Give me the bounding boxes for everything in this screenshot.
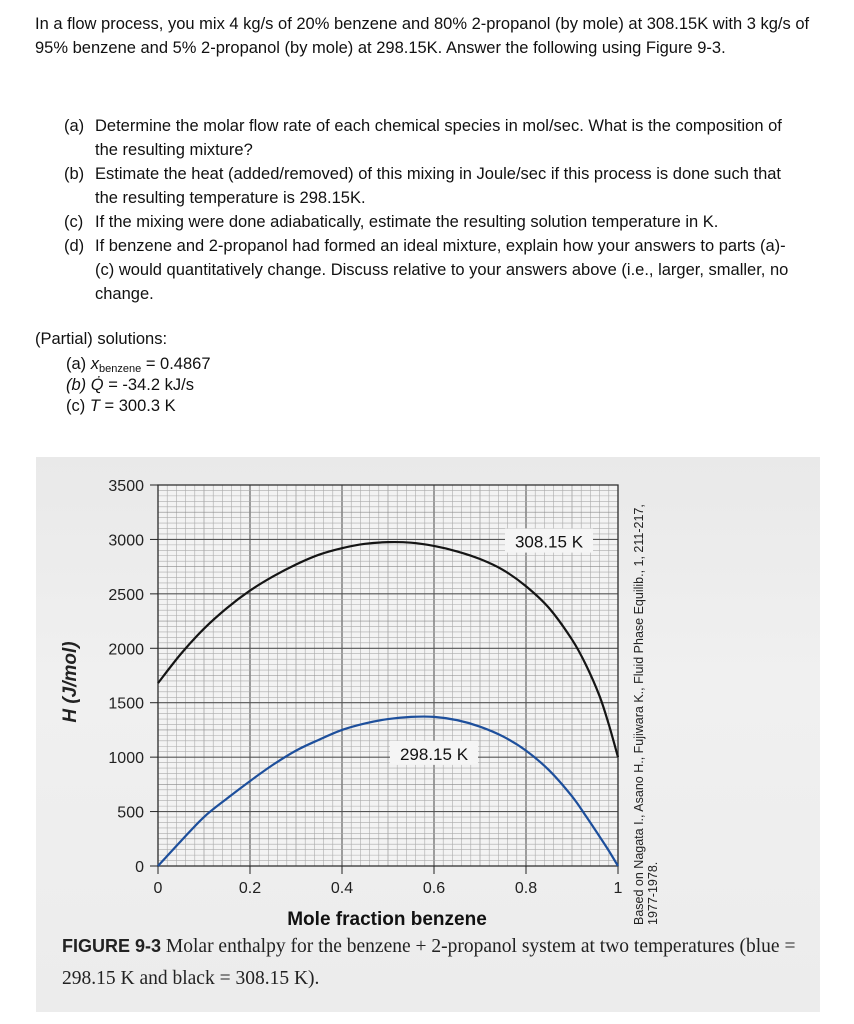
y-tick-label: 1500 (108, 695, 144, 713)
solution-b (66, 375, 211, 396)
solution-c (66, 396, 211, 417)
problem-intro: In a flow process, you mix 4 kg/s of 20% benzene and 80% 2-propanol (by mole) at 308.15K with 3 kg/s of 95% benzene and 5% 2-propanol (by mole) at 298.15K. Answer the following using Figure 9-3. (35, 15, 810, 57)
caption-text: Molar enthalpy for the benzene + 2-propanol system at two temperatures (blue = 298.15 K and black = 308.15 K). (62, 936, 796, 989)
solutions-list (66, 354, 211, 417)
part-c (64, 210, 804, 234)
solution-variable: Q̇ (90, 376, 104, 394)
figure-caption (62, 930, 812, 995)
part-text: Estimate the heat (added/removed) of this mixing in Joule/sec if this process is done such that the resulting temperature is 298.15K. (95, 165, 782, 207)
part-b (64, 162, 804, 210)
part-text: If the mixing were done adiabatically, estimate the resulting solution temperature in K. (95, 213, 719, 231)
part-a (64, 114, 804, 162)
solution-value: = -34.2 kJ/s (108, 376, 194, 394)
x-tick-label: 0 (153, 880, 163, 897)
solution-a (66, 354, 211, 375)
y-tick-label: 1000 (108, 750, 144, 768)
solution-variable: T (89, 397, 100, 415)
solution-value: = 0.4867 (145, 355, 211, 373)
part-text: Determine the molar flow rate of each chemical species in mol/sec. What is the composition of the resulting mixture? (95, 117, 782, 159)
x-tick-label: 0.2 (238, 880, 262, 897)
figure-photo (36, 457, 820, 1012)
y-tick-label: 3500 (108, 478, 144, 495)
y-tick-label: 2000 (108, 641, 144, 659)
y-tick-label: 3000 (108, 532, 144, 550)
y-tick-label: 2500 (108, 586, 144, 604)
solution-label: (c) (66, 397, 86, 415)
figure-credit-line2: 1977-1978. (646, 861, 660, 925)
part-text: If benzene and 2-propanol had formed an ideal mixture, explain how your answers to parts (a)-(c) would quantitatively change. Discuss relative to your answers above (i.e., larger, smaller, no change. (95, 237, 789, 303)
part-label: (c) (64, 213, 84, 231)
enthalpy-chart (36, 457, 820, 927)
solutions-title: (Partial) solutions: (35, 330, 168, 348)
solution-label: (a) (66, 355, 87, 373)
y-tick-label: 500 (117, 804, 144, 822)
series-label: 298.15 K (399, 744, 469, 764)
x-tick-label: 0.6 (422, 880, 446, 897)
caption-label: FIGURE 9-3 (62, 936, 162, 956)
solution-subscript: benzene (99, 363, 142, 375)
x-tick-label: 1 (613, 880, 623, 897)
part-label: (d) (64, 237, 85, 255)
part-label: (a) (64, 117, 85, 135)
part-label: (b) (64, 165, 85, 183)
x-tick-label: 0.8 (514, 880, 538, 897)
x-tick-label: 0.4 (330, 880, 354, 897)
solution-label: (b) (66, 376, 87, 394)
x-axis-label: Mole fraction benzene (287, 909, 487, 927)
y-tick-label: 0 (135, 859, 144, 876)
part-d (64, 234, 804, 306)
solution-variable: x (90, 355, 100, 373)
solution-value: = 300.3 K (104, 397, 176, 415)
y-axis-label: H (J/mol) (60, 641, 81, 723)
figure-credit: Based on Nagata I., Asano H., Fujiwara K., Fluid Phase Equilib., 1, 211-217, (632, 504, 646, 925)
series-label: 308.15 K (514, 532, 584, 552)
problem-parts (64, 114, 804, 306)
